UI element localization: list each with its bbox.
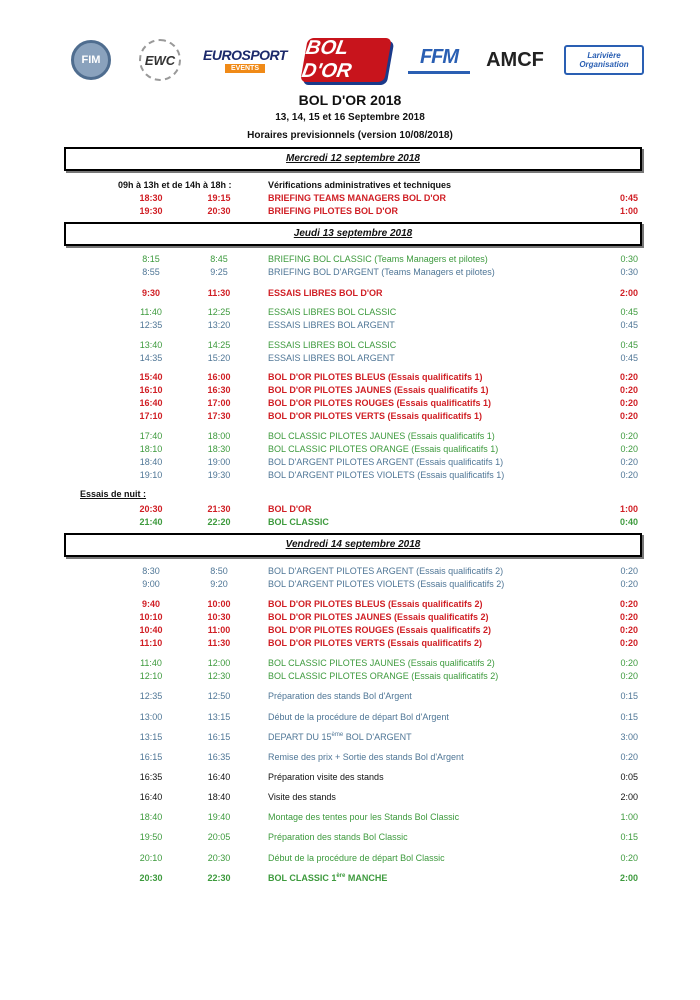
session-name-text: BOL D'OR PILOTES BLEUS (Essais qualificatifs 1) bbox=[268, 372, 483, 382]
session-name-text: BOL D'OR PILOTES JAUNES (Essais qualificatifs 2) bbox=[268, 612, 489, 622]
session-name bbox=[268, 410, 482, 422]
end-time: 22:20 bbox=[207, 517, 231, 527]
duration: 0:20 bbox=[619, 612, 638, 622]
duration: 0:20 bbox=[619, 411, 638, 421]
session-name-text: Visite des stands bbox=[268, 792, 336, 802]
end-time: 12:00 bbox=[207, 658, 231, 668]
session-name bbox=[268, 371, 483, 383]
session-name-text: BOL CLASSIC PILOTES ORANGE (Essais qualificatifs 2) bbox=[268, 671, 499, 681]
session-name-text: BRIEFING TEAMS MANAGERS BOL D'OR bbox=[268, 193, 446, 203]
schedule-row bbox=[0, 306, 700, 318]
end-time: 18:40 bbox=[207, 792, 231, 802]
session-name-text: BOL D'OR PILOTES JAUNES (Essais qualificatifs 1) bbox=[268, 385, 489, 395]
session-name bbox=[268, 831, 408, 843]
session-name-text: BRIEFING BOL D'ARGENT (Teams Managers et pilotes) bbox=[268, 267, 495, 277]
session-name bbox=[268, 565, 503, 577]
ordinal-suffix: ème bbox=[331, 732, 344, 738]
duration: 0:05 bbox=[620, 772, 638, 782]
session-name bbox=[268, 516, 329, 528]
amcf-logo: AMCF bbox=[486, 48, 544, 71]
session-name bbox=[268, 624, 491, 636]
schedule-row bbox=[0, 872, 700, 884]
start-time: 12:35 bbox=[139, 320, 163, 330]
schedule-row bbox=[0, 205, 700, 217]
duration: 0:20 bbox=[620, 658, 638, 668]
schedule-row bbox=[0, 751, 700, 763]
start-time: 15:40 bbox=[139, 372, 163, 382]
duration: 0:20 bbox=[620, 752, 638, 762]
session-name bbox=[268, 731, 412, 743]
duration: 1:00 bbox=[619, 206, 638, 216]
session-name-text: BOL D'ARGENT PILOTES VIOLETS (Essais qualificatifs 2) bbox=[268, 579, 505, 589]
duration: 3:00 bbox=[620, 732, 638, 742]
session-name bbox=[268, 430, 495, 442]
duration: 0:20 bbox=[619, 398, 638, 408]
session-name bbox=[268, 339, 396, 351]
session-name bbox=[268, 711, 449, 723]
schedule-version: Horaires previsionnels (version 10/08/2018) bbox=[247, 130, 453, 141]
end-time: 11:30 bbox=[207, 288, 231, 298]
session-name-text: Début de la procédure de départ Bol d'Argent bbox=[268, 712, 449, 722]
session-name bbox=[268, 287, 383, 299]
session-name-text: BOL D'ARGENT PILOTES VIOLETS (Essais qualificatifs 1) bbox=[268, 470, 505, 480]
start-time: 13:15 bbox=[139, 732, 163, 742]
session-name bbox=[268, 637, 482, 649]
session-name bbox=[268, 751, 464, 763]
session-name bbox=[268, 384, 489, 396]
schedule-row bbox=[0, 339, 700, 351]
session-name bbox=[268, 469, 504, 481]
session-name bbox=[268, 306, 396, 318]
session-name bbox=[268, 253, 488, 265]
end-time: 19:40 bbox=[207, 812, 231, 822]
day-header-thursday: Jeudi 13 septembre 2018 bbox=[64, 222, 642, 246]
session-name-text: BOL D'ARGENT PILOTES ARGENT (Essais qualificatifs 2) bbox=[268, 566, 504, 576]
end-time: 12:50 bbox=[207, 691, 231, 701]
start-time: 9:00 bbox=[142, 579, 160, 589]
session-name-text: ESSAIS LIBRES BOL D'OR bbox=[268, 288, 383, 298]
duration: 0:45 bbox=[619, 193, 638, 203]
verification-row bbox=[118, 179, 678, 191]
duration: 0:30 bbox=[620, 267, 638, 277]
start-time: 18:40 bbox=[139, 457, 163, 467]
session-name-text: ESSAIS LIBRES BOL CLASSIC bbox=[268, 307, 397, 317]
session-name-text: Montage des tentes pour les Stands Bol Classic bbox=[268, 812, 460, 822]
session-name bbox=[268, 690, 412, 702]
end-time: 19:15 bbox=[207, 193, 231, 203]
duration: 0:20 bbox=[620, 457, 638, 467]
schedule-row bbox=[0, 711, 700, 723]
end-time: 16:30 bbox=[207, 385, 231, 395]
duration: 0:20 bbox=[619, 599, 638, 609]
day-header-friday: Vendredi 14 septembre 2018 bbox=[64, 533, 642, 557]
duration: 0:45 bbox=[620, 307, 638, 317]
end-time: 17:30 bbox=[207, 411, 231, 421]
schedule-row bbox=[0, 503, 700, 515]
session-name bbox=[268, 598, 483, 610]
session-name bbox=[268, 771, 384, 783]
session-name bbox=[268, 578, 504, 590]
schedule-row bbox=[0, 598, 700, 610]
schedule-row bbox=[0, 319, 700, 331]
start-time: 10:10 bbox=[139, 612, 163, 622]
session-name-text: BOL CLASSIC PILOTES ORANGE (Essais qualificatifs 1) bbox=[268, 444, 499, 454]
session-name-text: Préparation visite des stands bbox=[268, 772, 384, 782]
session-name-text: BOL CLASSIC bbox=[268, 517, 329, 527]
night-session-label: Essais de nuit : bbox=[80, 489, 147, 499]
start-time: 20:30 bbox=[139, 504, 163, 514]
schedule-row bbox=[0, 384, 700, 396]
start-time: 16:40 bbox=[139, 792, 163, 802]
end-time: 10:30 bbox=[207, 612, 231, 622]
start-time: 18:40 bbox=[139, 812, 163, 822]
start-time: 21:40 bbox=[139, 517, 163, 527]
start-time: 11:10 bbox=[139, 638, 163, 648]
schedule-row bbox=[0, 469, 700, 481]
duration: 2:00 bbox=[620, 792, 638, 802]
session-name-rest: MANCHE bbox=[345, 873, 388, 883]
session-name-text: BOL D'OR PILOTES ROUGES (Essais qualificatifs 1) bbox=[268, 398, 492, 408]
session-name bbox=[268, 611, 489, 623]
session-name-text: BRIEFING PILOTES BOL D'OR bbox=[268, 206, 398, 216]
session-name-text: BOL D'OR PILOTES VERTS (Essais qualificatifs 1) bbox=[268, 411, 483, 421]
schedule-row bbox=[0, 516, 700, 528]
session-name-text: BOL D'OR bbox=[268, 504, 312, 514]
schedule-row bbox=[0, 791, 700, 803]
page-title: BOL D'OR 2018 bbox=[298, 92, 402, 108]
session-name-rest: BOL D'ARGENT bbox=[343, 732, 412, 742]
session-name-text: BOL CLASSIC PILOTES JAUNES (Essais qualificatifs 1) bbox=[268, 431, 495, 441]
end-time: 21:30 bbox=[207, 504, 231, 514]
duration: 0:20 bbox=[620, 444, 638, 454]
schedule-row bbox=[0, 266, 700, 278]
start-time: 19:10 bbox=[139, 470, 163, 480]
end-time: 14:25 bbox=[207, 340, 231, 350]
schedule-row bbox=[0, 731, 700, 743]
session-name bbox=[268, 352, 395, 364]
start-time: 20:30 bbox=[139, 873, 163, 883]
schedule-row bbox=[0, 637, 700, 649]
schedule-row bbox=[0, 831, 700, 843]
end-time: 20:30 bbox=[207, 206, 231, 216]
duration: 0:20 bbox=[619, 385, 638, 395]
start-time: 13:40 bbox=[139, 340, 163, 350]
duration: 0:20 bbox=[619, 372, 638, 382]
start-time: 16:10 bbox=[139, 385, 163, 395]
start-time: 11:40 bbox=[140, 307, 162, 317]
start-time: 16:40 bbox=[139, 398, 163, 408]
session-name-text: BOL D'OR PILOTES BLEUS (Essais qualificatifs 2) bbox=[268, 599, 483, 609]
duration: 0:15 bbox=[620, 832, 638, 842]
session-name bbox=[268, 503, 311, 515]
schedule-row bbox=[0, 657, 700, 669]
schedule-row bbox=[0, 565, 700, 577]
start-time: 13:00 bbox=[139, 712, 163, 722]
session-name bbox=[268, 266, 495, 278]
end-time: 17:00 bbox=[207, 398, 231, 408]
session-name-text: Début de la procédure de départ Bol Classic bbox=[268, 853, 445, 863]
end-time: 15:20 bbox=[207, 353, 231, 363]
session-name bbox=[268, 811, 459, 823]
session-name bbox=[268, 397, 491, 409]
event-dates: 13, 14, 15 et 16 Septembre 2018 bbox=[275, 112, 425, 123]
session-name bbox=[268, 456, 503, 468]
end-time: 22:30 bbox=[207, 873, 231, 883]
session-name bbox=[268, 657, 495, 669]
start-time: 8:30 bbox=[142, 566, 160, 576]
end-time: 12:30 bbox=[207, 671, 231, 681]
session-name-text: ESSAIS LIBRES BOL ARGENT bbox=[268, 353, 395, 363]
end-time: 16:40 bbox=[207, 772, 231, 782]
duration: 0:45 bbox=[620, 340, 638, 350]
start-time: 10:40 bbox=[139, 625, 163, 635]
schedule-row bbox=[0, 371, 700, 383]
schedule-row bbox=[0, 397, 700, 409]
ewc-logo: EWC bbox=[130, 38, 190, 82]
start-time: 8:15 bbox=[142, 254, 160, 264]
end-time: 13:20 bbox=[207, 320, 231, 330]
start-time: 18:30 bbox=[139, 193, 163, 203]
verification-label: Vérifications administratives et techniques bbox=[268, 180, 452, 190]
end-time: 13:15 bbox=[207, 712, 231, 722]
duration: 0:40 bbox=[619, 517, 638, 527]
end-time: 16:15 bbox=[207, 732, 231, 742]
duration: 1:00 bbox=[619, 504, 638, 514]
duration: 2:00 bbox=[619, 288, 638, 298]
end-time: 16:00 bbox=[207, 372, 231, 382]
schedule-row bbox=[0, 624, 700, 636]
schedule-row bbox=[0, 253, 700, 265]
end-time: 10:00 bbox=[207, 599, 231, 609]
duration: 0:20 bbox=[619, 638, 638, 648]
end-time: 16:35 bbox=[207, 752, 231, 762]
schedule-row bbox=[0, 811, 700, 823]
bol-dor-logo: BOL D'OR bbox=[298, 38, 394, 82]
end-time: 8:50 bbox=[210, 566, 228, 576]
end-time: 11:30 bbox=[207, 638, 231, 648]
start-time: 12:35 bbox=[139, 691, 163, 701]
end-time: 18:00 bbox=[207, 431, 231, 441]
duration: 0:20 bbox=[620, 671, 638, 681]
end-time: 19:00 bbox=[207, 457, 231, 467]
session-name bbox=[268, 670, 498, 682]
session-name-text: BRIEFING BOL CLASSIC (Teams Managers et pilotes) bbox=[268, 254, 488, 264]
session-name-text: ESSAIS LIBRES BOL CLASSIC bbox=[268, 340, 397, 350]
end-time: 19:30 bbox=[207, 470, 231, 480]
end-time: 18:30 bbox=[207, 444, 231, 454]
duration: 0:15 bbox=[620, 712, 638, 722]
schedule-row bbox=[0, 287, 700, 299]
session-name-text: ESSAIS LIBRES BOL ARGENT bbox=[268, 320, 395, 330]
duration: 0:15 bbox=[620, 691, 638, 701]
session-name-text: BOL D'OR PILOTES VERTS (Essais qualificatifs 2) bbox=[268, 638, 483, 648]
start-time: 20:10 bbox=[139, 853, 163, 863]
schedule-row bbox=[0, 670, 700, 682]
duration: 0:20 bbox=[620, 470, 638, 480]
end-time: 9:25 bbox=[210, 267, 228, 277]
end-time: 20:05 bbox=[207, 832, 231, 842]
session-name bbox=[268, 852, 445, 864]
start-time: 9:40 bbox=[141, 599, 160, 609]
schedule-row bbox=[0, 771, 700, 783]
session-name-text: Remise des prix + Sortie des stands Bol d'Argent bbox=[268, 752, 464, 762]
session-name bbox=[268, 205, 398, 217]
duration: 1:00 bbox=[620, 812, 638, 822]
start-time: 19:30 bbox=[139, 206, 163, 216]
schedule-row bbox=[0, 690, 700, 702]
verification-time: 09h à 13h et de 14h à 18h : bbox=[118, 180, 232, 190]
schedule-row bbox=[0, 852, 700, 864]
end-time: 20:30 bbox=[207, 853, 231, 863]
session-name-text: Préparation des stands Bol d'Argent bbox=[268, 691, 412, 701]
start-time: 18:10 bbox=[139, 444, 163, 454]
lariviere-logo: Larivière Organisation bbox=[562, 38, 646, 82]
start-time: 8:55 bbox=[142, 267, 160, 277]
duration: 0:20 bbox=[619, 625, 638, 635]
end-time: 12:25 bbox=[207, 307, 231, 317]
duration: 0:20 bbox=[620, 853, 638, 863]
schedule-row bbox=[0, 443, 700, 455]
session-name-text: DEPART DU 15 bbox=[268, 732, 332, 742]
fim-logo: FIM bbox=[64, 38, 118, 82]
ordinal-suffix: ère bbox=[336, 873, 346, 879]
schedule-row bbox=[0, 352, 700, 364]
day-header-wednesday: Mercredi 12 septembre 2018 bbox=[64, 147, 642, 171]
start-time: 17:10 bbox=[139, 411, 163, 421]
session-name-text: BOL CLASSIC 1 bbox=[268, 873, 337, 883]
session-name-text: Préparation des stands Bol Classic bbox=[268, 832, 408, 842]
schedule-row bbox=[0, 578, 700, 590]
start-time: 19:50 bbox=[139, 832, 163, 842]
start-time: 12:10 bbox=[139, 671, 163, 681]
session-name-text: BOL D'ARGENT PILOTES ARGENT (Essais qualificatifs 1) bbox=[268, 457, 504, 467]
eurosport-logo: EUROSPORT EVENTS bbox=[203, 47, 287, 72]
start-time: 16:15 bbox=[139, 752, 163, 762]
schedule-row bbox=[0, 456, 700, 468]
session-name-text: BOL D'OR PILOTES ROUGES (Essais qualificatifs 2) bbox=[268, 625, 492, 635]
session-name bbox=[268, 192, 446, 204]
start-time: 11:40 bbox=[140, 658, 162, 668]
duration: 0:20 bbox=[620, 579, 638, 589]
duration: 0:30 bbox=[620, 254, 638, 264]
duration: 2:00 bbox=[619, 873, 638, 883]
ffm-logo: FFM bbox=[404, 38, 474, 82]
start-time: 16:35 bbox=[139, 772, 163, 782]
session-name-text: BOL CLASSIC PILOTES JAUNES (Essais qualificatifs 2) bbox=[268, 658, 495, 668]
duration: 0:45 bbox=[620, 320, 638, 330]
session-name bbox=[268, 872, 387, 884]
session-name bbox=[268, 319, 395, 331]
schedule-row bbox=[0, 430, 700, 442]
duration: 0:20 bbox=[620, 566, 638, 576]
session-name bbox=[268, 791, 336, 803]
end-time: 11:00 bbox=[207, 625, 231, 635]
schedule-row bbox=[0, 192, 700, 204]
duration: 0:20 bbox=[620, 431, 638, 441]
duration: 0:45 bbox=[620, 353, 638, 363]
start-time: 17:40 bbox=[139, 431, 163, 441]
end-time: 8:45 bbox=[210, 254, 228, 264]
sponsor-logos bbox=[60, 38, 650, 88]
start-time: 14:35 bbox=[139, 353, 163, 363]
schedule-row bbox=[0, 410, 700, 422]
end-time: 9:20 bbox=[210, 579, 228, 589]
schedule-row bbox=[0, 611, 700, 623]
start-time: 9:30 bbox=[141, 288, 160, 298]
session-name bbox=[268, 443, 498, 455]
